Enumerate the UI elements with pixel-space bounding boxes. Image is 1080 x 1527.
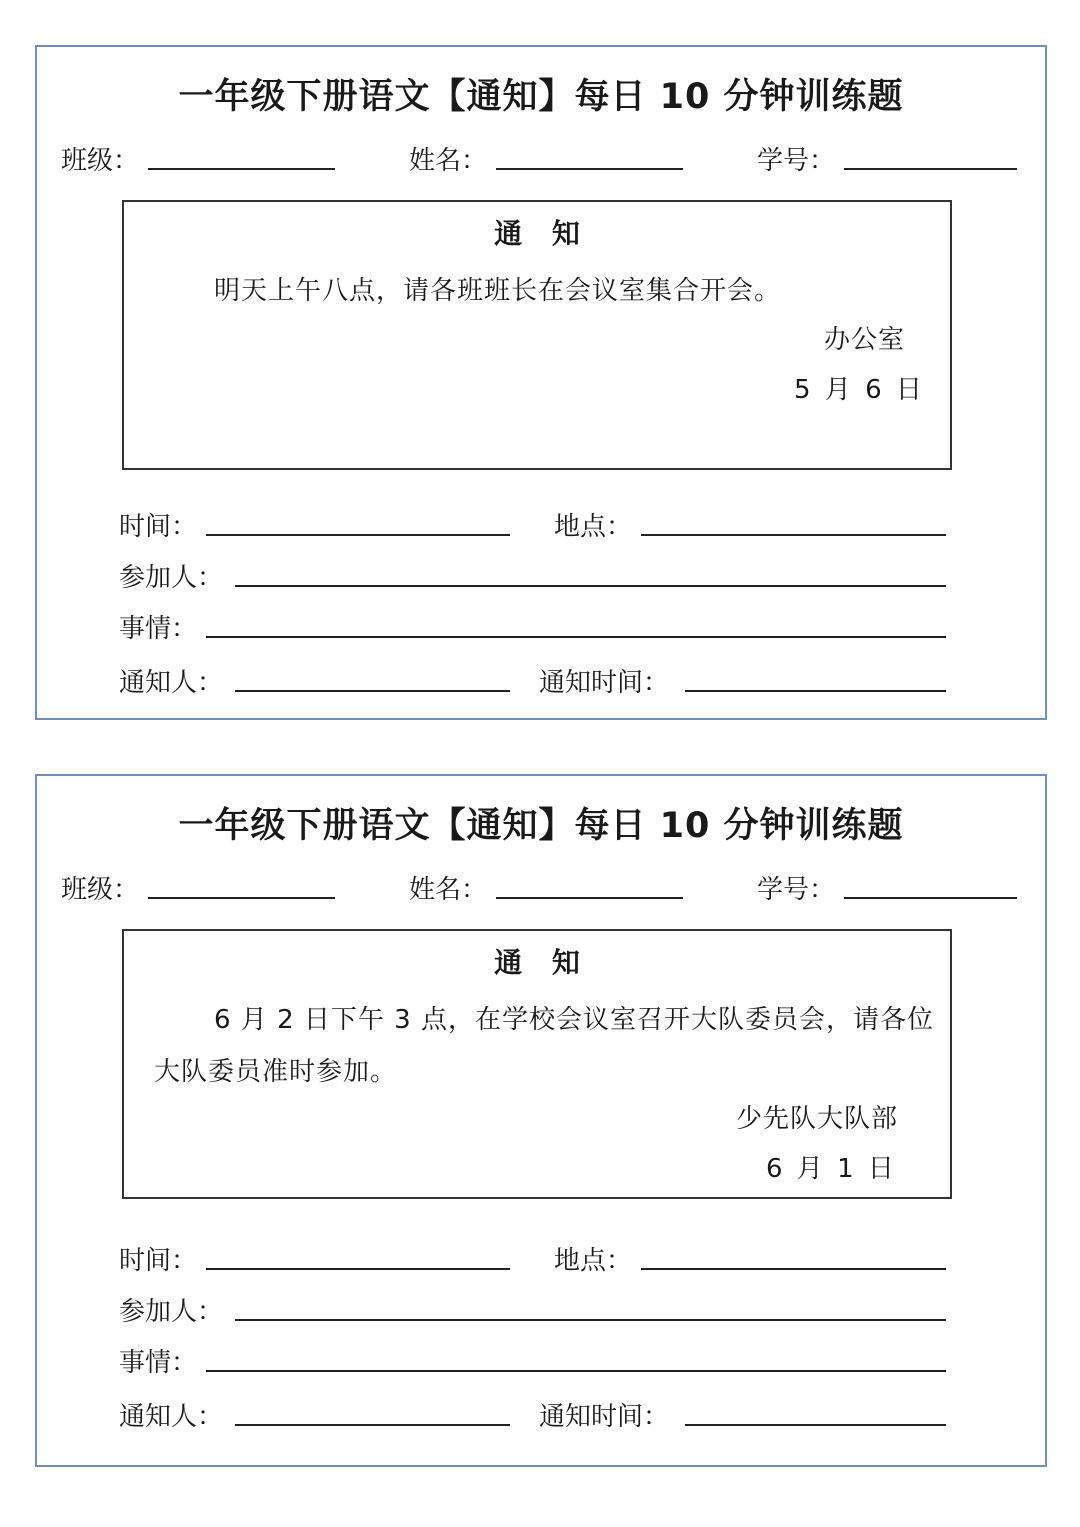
class-label: 班级： bbox=[61, 875, 140, 905]
notice-time-label: 通知时间： bbox=[539, 668, 670, 698]
matter-label: 事情： bbox=[119, 1348, 198, 1378]
notice-sender: 少先队大队部 bbox=[736, 1104, 899, 1134]
participants-blank[interactable] bbox=[235, 1319, 946, 1321]
participants-blank[interactable] bbox=[235, 585, 946, 587]
notifier-blank[interactable] bbox=[235, 1424, 510, 1426]
notice-box bbox=[122, 200, 952, 470]
worksheet-2 bbox=[35, 774, 1047, 1467]
class-label: 班级： bbox=[61, 146, 140, 176]
participants-label: 参加人： bbox=[119, 563, 224, 593]
notice-date: 6 月 1 日 bbox=[766, 1154, 895, 1184]
worksheet-title: 一年级下册语文【通知】每日 10 分钟训练题 bbox=[178, 806, 904, 846]
notice-heading: 通 知 bbox=[494, 946, 590, 979]
notice-time-blank[interactable] bbox=[685, 690, 946, 692]
class-blank[interactable] bbox=[148, 897, 335, 899]
notice-body: 明天上午八点，请各班班长在会议室集合开会。 bbox=[214, 276, 782, 306]
time-label: 时间： bbox=[119, 1246, 198, 1276]
time-blank[interactable] bbox=[206, 1268, 510, 1270]
place-blank[interactable] bbox=[641, 1268, 946, 1270]
matter-label: 事情： bbox=[119, 614, 198, 644]
worksheet-title: 一年级下册语文【通知】每日 10 分钟训练题 bbox=[178, 77, 904, 117]
worksheet-1 bbox=[35, 45, 1047, 720]
place-label: 地点： bbox=[554, 1246, 633, 1276]
place-blank[interactable] bbox=[641, 534, 946, 536]
place-label: 地点： bbox=[554, 512, 633, 542]
time-blank[interactable] bbox=[206, 534, 510, 536]
name-label: 姓名： bbox=[409, 875, 488, 905]
class-blank[interactable] bbox=[148, 168, 335, 170]
notifier-blank[interactable] bbox=[235, 690, 510, 692]
notice-time-blank[interactable] bbox=[685, 1424, 946, 1426]
notice-box bbox=[122, 929, 952, 1199]
name-blank[interactable] bbox=[496, 897, 683, 899]
notice-body: 6 月 2 日下午 3 点，在学校会议室召开大队委员会，请各位大队委员准时参加。 bbox=[154, 1005, 934, 1087]
matter-blank[interactable] bbox=[206, 636, 946, 638]
student-no-blank[interactable] bbox=[844, 897, 1017, 899]
participants-label: 参加人： bbox=[119, 1297, 224, 1327]
notifier-label: 通知人： bbox=[119, 1402, 224, 1432]
notice-heading: 通 知 bbox=[494, 217, 590, 250]
student-no-label: 学号： bbox=[757, 875, 836, 905]
notice-sender: 办公室 bbox=[824, 325, 906, 355]
notice-time-label: 通知时间： bbox=[539, 1402, 670, 1432]
matter-blank[interactable] bbox=[206, 1370, 946, 1372]
name-label: 姓名： bbox=[409, 146, 488, 176]
student-no-blank[interactable] bbox=[844, 168, 1017, 170]
student-no-label: 学号： bbox=[757, 146, 836, 176]
name-blank[interactable] bbox=[496, 168, 683, 170]
notice-date: 5 月 6 日 bbox=[794, 375, 923, 405]
time-label: 时间： bbox=[119, 512, 198, 542]
notifier-label: 通知人： bbox=[119, 668, 224, 698]
